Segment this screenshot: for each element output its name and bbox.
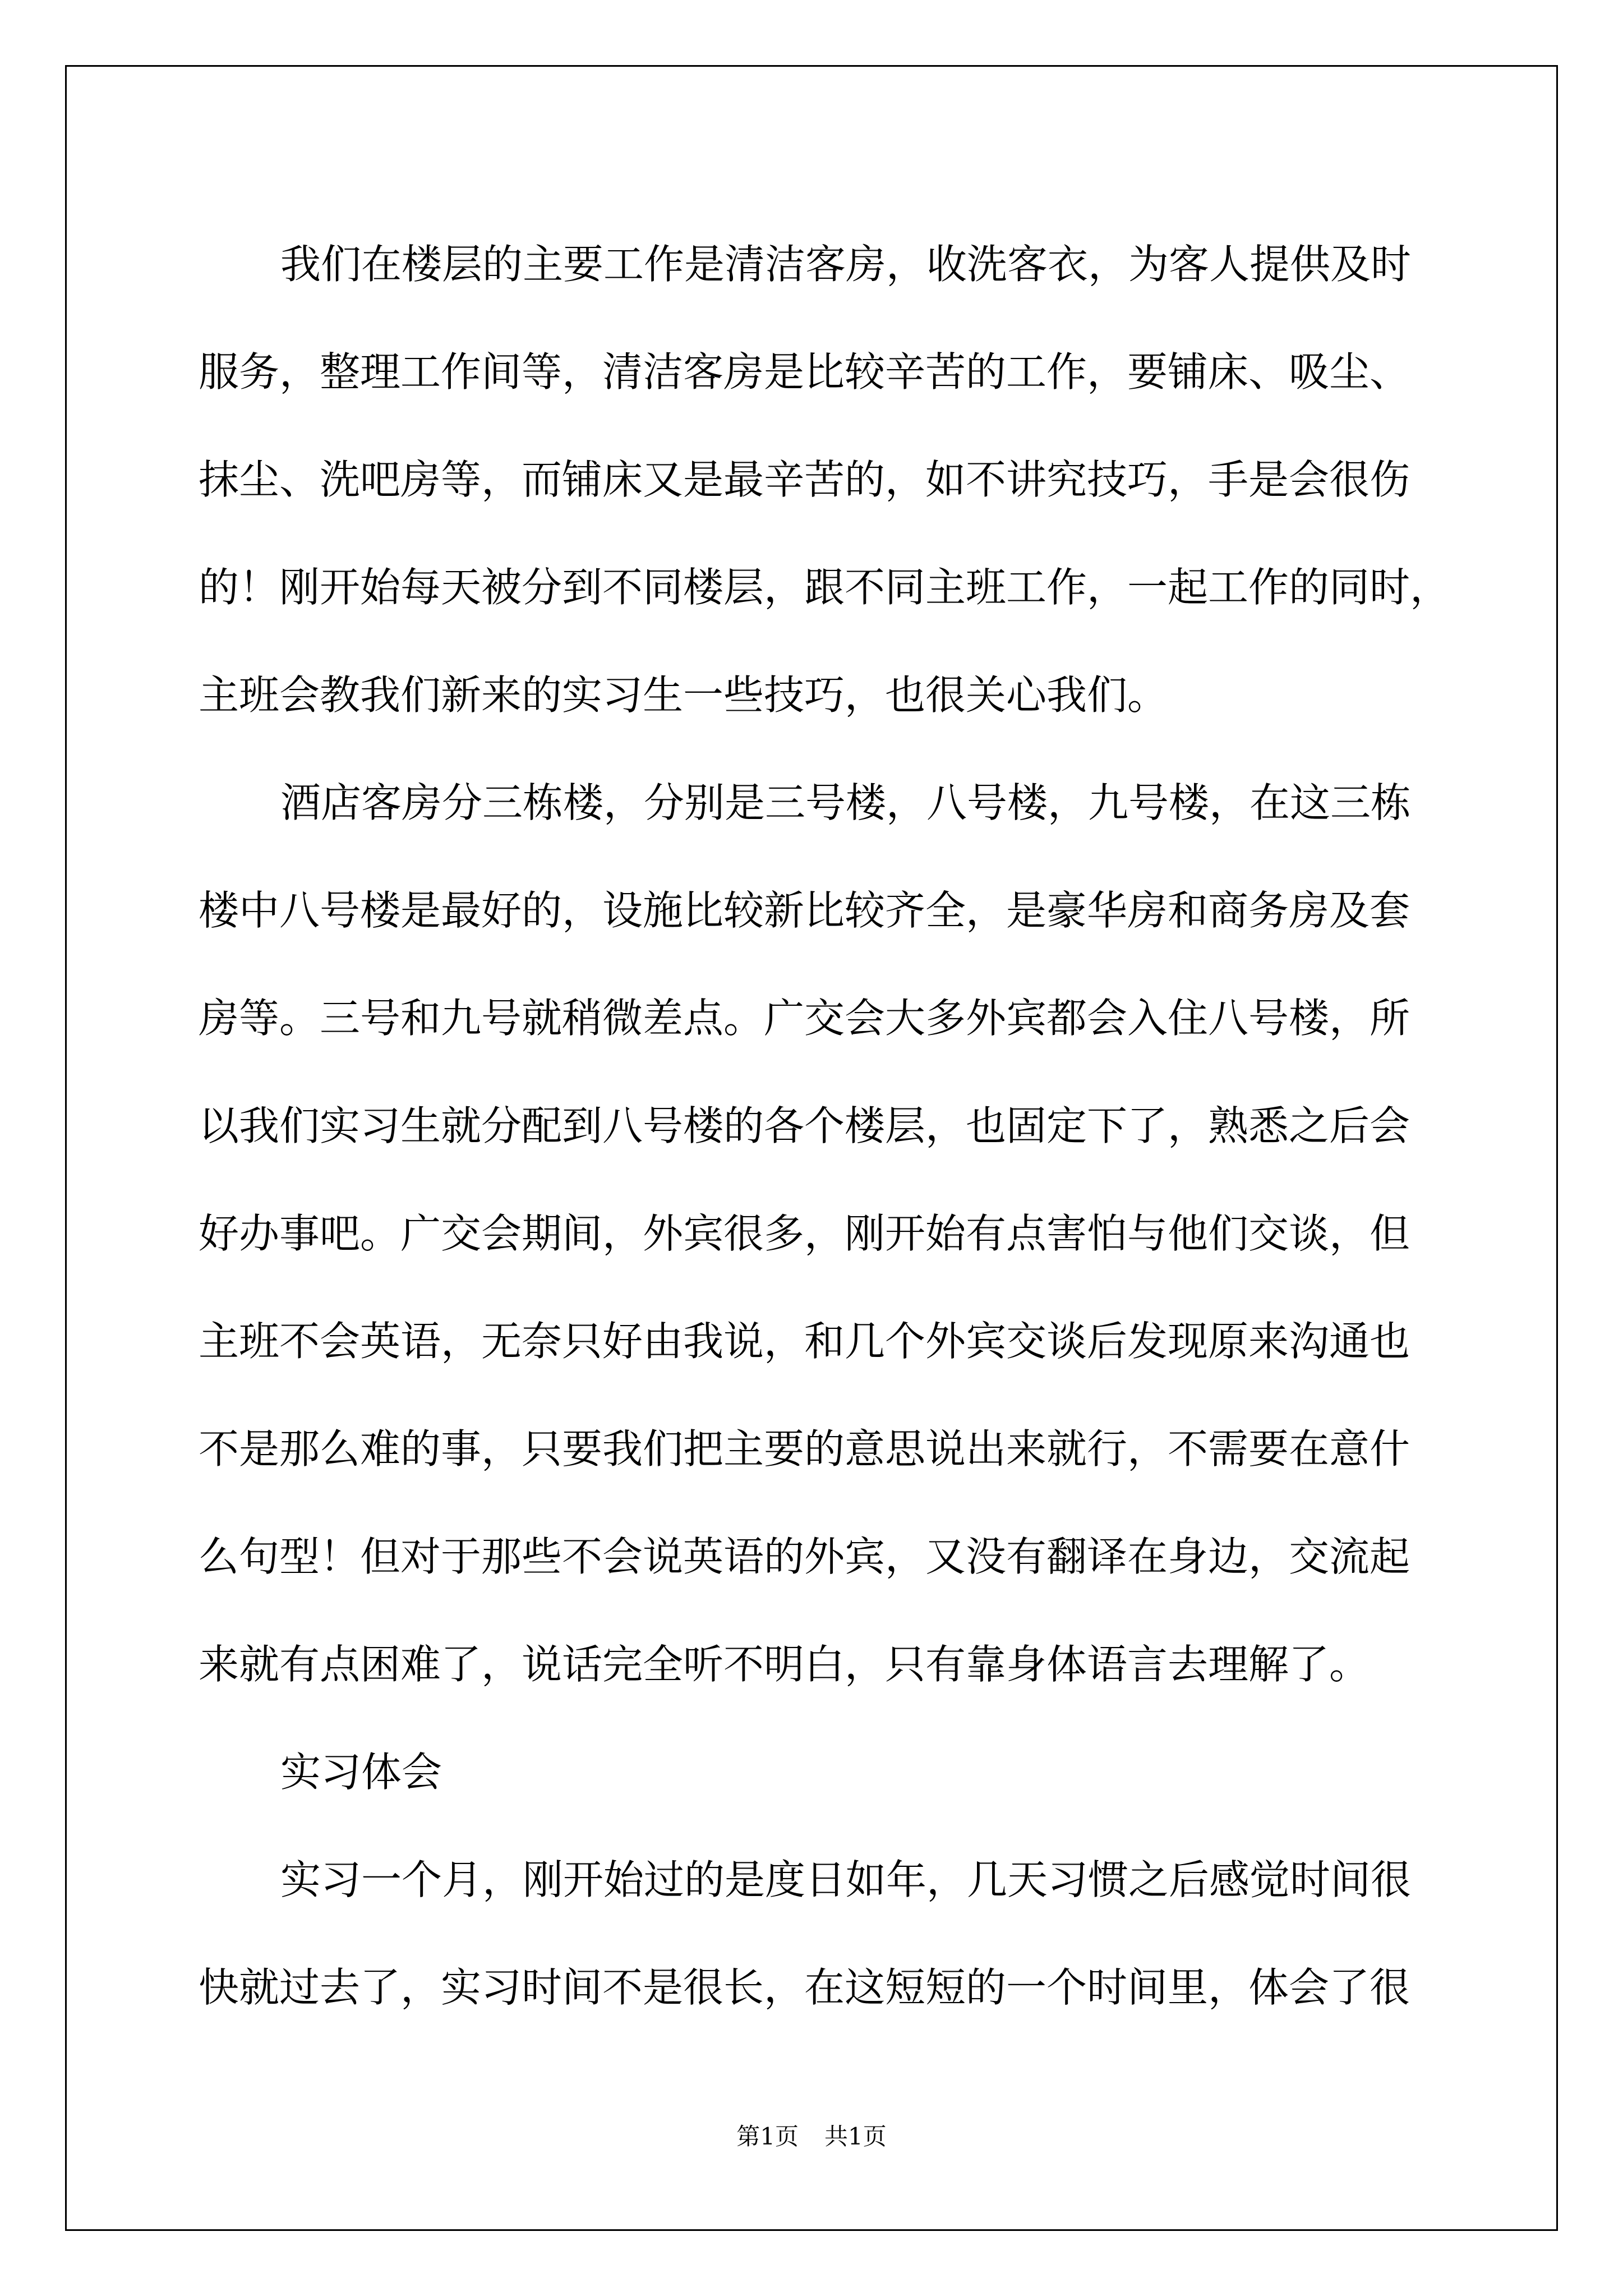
text-line: 房等。三号和九号就稍微差点。广交会大多外宾都会入住八号楼，所 <box>199 995 1410 1042</box>
text-line: 以我们实习生就分配到八号楼的各个楼层，也固定下了，熟悉之后会 <box>199 1102 1410 1149</box>
text-line: 服务，整理工作间等，清洁客房是比较辛苦的工作，要铺床、吸尘、 <box>199 348 1410 395</box>
text-line: 我们在楼层的主要工作是清洁客房，收洗客衣，为客人提供及时 <box>280 241 1412 288</box>
text-line: 好办事吧。广交会期间，外宾很多，刚开始有点害怕与他们交谈，但 <box>199 1210 1410 1257</box>
text-line: 来就有点困难了，说话完全听不明白，只有靠身体语言去理解了。 <box>199 1641 1370 1688</box>
text-line: 快就过去了，实习时间不是很长，在这短短的一个时间里，体会了很 <box>199 1964 1410 2011</box>
paragraph <box>199 1826 1460 2041</box>
text-line: 实习体会 <box>280 1749 442 1796</box>
text-line: 抹尘、洗吧房等，而铺床又是最辛苦的，如不讲究技巧，手是会很伤 <box>199 456 1410 503</box>
paragraph <box>199 210 1460 749</box>
page-footer <box>0 2118 1623 2152</box>
text-line: 主班不会英语，无奈只好由我说，和几个外宾交谈后发现原来沟通也 <box>199 1318 1410 1365</box>
text-line: 主班会教我们新来的实习生一些技巧，也很关心我们。 <box>199 671 1168 719</box>
text-line: 么句型！但对于那些不会说英语的外宾，又没有翻译在身边，交流起 <box>199 1533 1410 1580</box>
text-line: 不是那么难的事，只要我们把主要的意思说出来就行，不需要在意什 <box>199 1425 1410 1473</box>
text-line: 楼中八号楼是最好的，设施比较新比较齐全，是豪华房和商务房及套 <box>199 887 1410 934</box>
text-line: 的！刚开始每天被分到不同楼层，跟不同主班工作，一起工作的同时， <box>199 564 1451 611</box>
page-number: 第1页 <box>736 2123 799 2150</box>
text-line: 实习一个月，刚开始过的是度日如年，几天习惯之后感觉时间很 <box>280 1856 1412 1903</box>
document-body <box>199 210 1460 2041</box>
text-line: 酒店客房分三栋楼，分别是三号楼，八号楼，九号楼，在这三栋 <box>280 779 1412 826</box>
page-total: 共1页 <box>824 2123 887 2150</box>
paragraph <box>199 749 1460 1718</box>
section-heading <box>199 1718 1460 1826</box>
